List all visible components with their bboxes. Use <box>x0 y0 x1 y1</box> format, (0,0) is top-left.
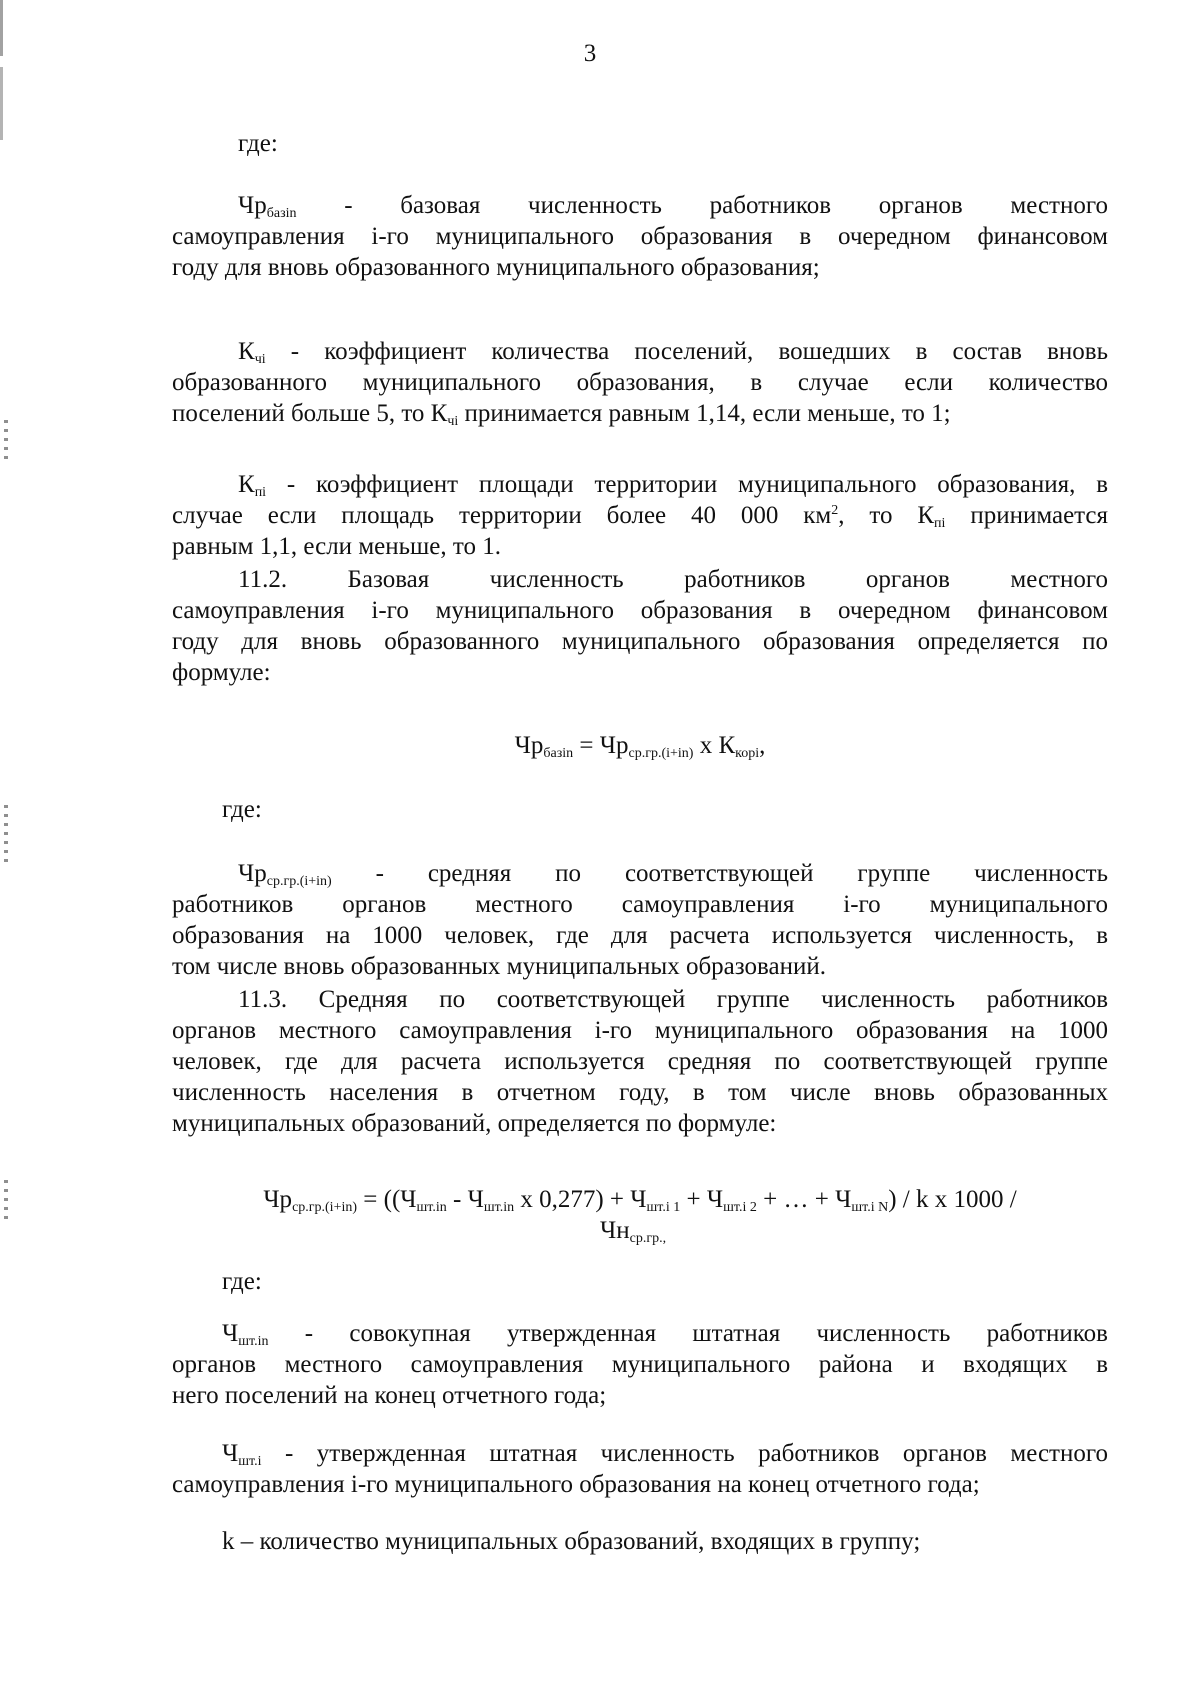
paragraph-line: человек, где для расчета используется средняя по соответствующей группе <box>172 1048 1108 1075</box>
formula-subscript: корi <box>735 746 760 761</box>
scan-noise-mark <box>4 420 8 460</box>
paragraph-line: самоуправления i-го муниципального образования в очередном финансовом <box>172 597 1108 624</box>
formula-average-line2 <box>600 1215 666 1247</box>
definition-line: органов местного самоуправления муниципального района и входящих в <box>172 1351 1108 1378</box>
definition-line: образования на 1000 человек, где для расчета используется численность, в <box>172 922 1108 949</box>
definition-line: $К_{чi}$ - коэффициент количества поселений, вошедших в состав вновь <box>238 338 1108 367</box>
definition-line: самоуправления i-го муниципального образования на конец отчетного года; <box>172 1471 980 1498</box>
formula-text: Чн <box>600 1217 630 1244</box>
definition-line: равным 1,1, если меньше, то 1. <box>172 533 501 560</box>
formula-text: + Ч <box>680 1186 724 1213</box>
formula-subscript: ср.гр.(i+in) <box>292 1200 358 1215</box>
formula-text: Чр <box>514 732 544 759</box>
scan-noise-mark <box>4 805 8 865</box>
formula-subscript: шт.i N <box>851 1200 889 1215</box>
formula-text: , <box>759 732 766 759</box>
formula-subscript: ср.гр., <box>629 1231 667 1246</box>
definition-line: случае если площадь территории более 40 000 $км^2$, то $К_{пi}$ принимается <box>172 502 1108 531</box>
formula-text: х К <box>693 732 736 759</box>
formula-base-count <box>172 730 1108 762</box>
formula-subscript: базin <box>543 746 574 761</box>
definition-line: $Ч_{шт.i}$ - утвержденная штатная численность работников органов местного <box>222 1440 1108 1469</box>
definition-line: него поселений на конец отчетного года; <box>172 1382 607 1409</box>
definition-line: $Чр_{базin}$ - базовая численность работников органов местного <box>238 192 1108 221</box>
paragraph-line: формуле: <box>172 659 271 686</box>
formula-subscript: шт.i 2 <box>723 1200 757 1215</box>
formula-text: х 0,277) + Ч <box>514 1186 647 1213</box>
definition-line: том числе вновь образованных муниципальных образований. <box>172 953 826 980</box>
paragraph-line: муниципальных образований, определяется по формуле: <box>172 1110 777 1137</box>
formula-text: = ((Ч <box>357 1186 417 1213</box>
paragraph-line: году для вновь образованного муниципального образования определяется по <box>172 628 1108 655</box>
formula-text: ) / k х 1000 / <box>888 1186 1017 1213</box>
definition-line: $Ч_{шт.in}$ - совокупная утвержденная штатная численность работников <box>222 1320 1108 1349</box>
formula-subscript: ср.гр.(i+in) <box>628 746 694 761</box>
definition-line: поселений больше 5, то $К_{чi}$ принимается равным 1,14, если меньше, то 1; <box>172 400 951 429</box>
formula-subscript: шт.in <box>416 1200 447 1215</box>
paragraph-line: 11.3. Средняя по соответствующей группе численность работников <box>238 986 1108 1013</box>
formula-text: - Ч <box>446 1186 484 1213</box>
paragraph-line: численность населения в отчетном году, в том числе вновь образованных <box>172 1079 1108 1106</box>
formula-text: = Чр <box>573 732 629 759</box>
definition-line: $Чр_{ср.гр.(i+in)}$ - средняя по соответствующей группе численность <box>238 860 1108 889</box>
formula-subscript: шт.i 1 <box>646 1200 681 1215</box>
definition-line: году для вновь образованного муниципального образования; <box>172 254 820 281</box>
formula-text: + … + Ч <box>756 1186 852 1213</box>
where-label: где: <box>222 1268 262 1295</box>
formula-average-line1 <box>172 1184 1108 1216</box>
definition-line: самоуправления i-го муниципального образования в очередном финансовом <box>172 223 1108 250</box>
scan-noise-mark <box>4 1180 8 1225</box>
definition-line: работников органов местного самоуправления i-го муниципального <box>172 891 1108 918</box>
definition-line: образованного муниципального образования, в случае если количество <box>172 369 1108 396</box>
page-number: 3 <box>583 40 597 67</box>
formula-text: Чр <box>263 1186 293 1213</box>
where-label: где: <box>222 796 262 823</box>
paragraph-line: органов местного самоуправления i-го муниципального образования на 1000 <box>172 1017 1108 1044</box>
paragraph-line: 11.2. Базовая численность работников органов местного <box>238 566 1108 593</box>
definition-line: k – количество муниципальных образований, входящих в группу; <box>222 1528 921 1555</box>
where-label: где: <box>238 130 278 157</box>
formula-subscript: шт.in <box>483 1200 515 1215</box>
scan-edge-mark <box>0 0 3 140</box>
definition-line: $К_{пi}$ - коэффициент площади территории муниципального образования, в <box>238 471 1108 500</box>
